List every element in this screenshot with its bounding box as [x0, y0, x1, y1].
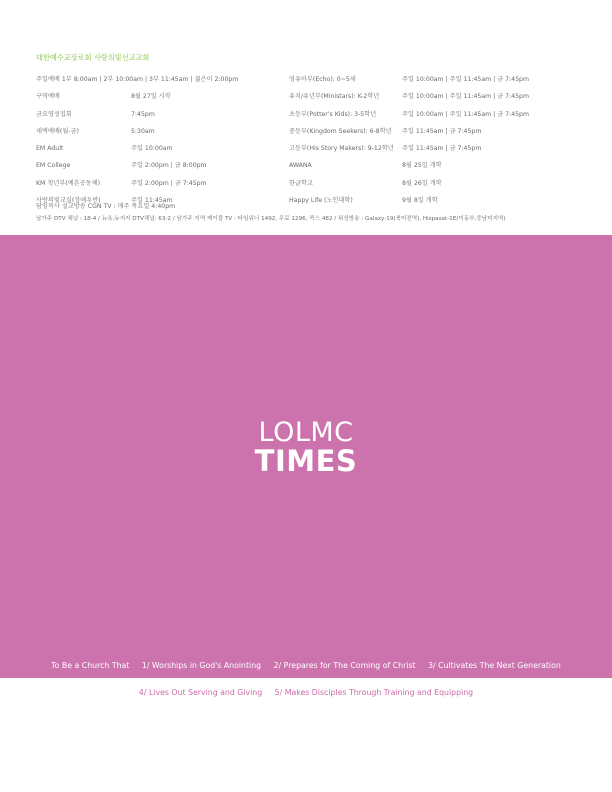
schedule-section	[0, 0, 612, 235]
schedule-row	[36, 111, 276, 128]
mission-item-1: 1/ Worships in God's Anointing	[141, 661, 262, 670]
schedule-label: 사랑의빛교실(장애우반)	[36, 197, 101, 205]
schedule-value: 8월 26일 개학	[402, 179, 442, 187]
schedule-label: 한글학교	[289, 179, 313, 187]
schedule-label: 고등부(His Story Makers): 9-12학년	[289, 145, 394, 153]
schedule-row	[36, 180, 276, 197]
church-name: 대한예수교장로회 사랑의빛선교교회	[36, 53, 150, 62]
schedule-label: 초등부(Potter's Kids): 3-5학년	[289, 110, 377, 118]
schedule-value: 주일 2:00pm | 금 8:00pm	[131, 162, 207, 170]
mission-intro: To Be a Church That	[51, 661, 130, 670]
schedule-value: 8월 27일 시작	[131, 93, 171, 101]
schedule-value: 5:30am	[131, 127, 155, 135]
schedule-label: KM 청년부(예흔공동체)	[36, 179, 101, 187]
schedule-value: 주일 11:45am | 금 7:45pm	[402, 145, 482, 153]
right-schedule-list	[289, 76, 589, 214]
schedule-value: 주일 10:00am | 주일 11:45am | 금 7:45pm	[402, 76, 529, 83]
schedule-row	[36, 76, 276, 93]
schedule-row	[36, 128, 276, 145]
schedule-label: 중등부(Kingdom Seekers): 6-8학년	[289, 127, 392, 135]
schedule-row	[36, 162, 276, 179]
schedule-value: 주일 10:00am | 주일 11:45am | 금 7:45pm	[402, 110, 529, 118]
mission-item-5: 5/ Makes Disciples Through Training and Equipping	[274, 688, 474, 697]
schedule-label: AWANA	[289, 162, 312, 170]
schedule-row	[289, 111, 589, 128]
schedule-value: 9월 8일 개학	[402, 197, 438, 205]
schedule-value: 주일 2:00pm | 금 7:45pm	[131, 179, 207, 187]
schedule-row	[36, 93, 276, 110]
schedule-label: Happy Life (노인대학)	[289, 197, 353, 205]
schedule-value: 주일 11:45am	[131, 197, 173, 205]
schedule-label: 유치/유년부(Ministars): K-2학년	[289, 93, 380, 101]
schedule-row	[289, 93, 589, 110]
mission-statement-line2	[0, 688, 612, 697]
left-schedule-list	[36, 76, 276, 214]
schedule-label: EM Adult	[36, 145, 64, 153]
schedule-label: EM College	[36, 162, 71, 170]
schedule-row	[289, 162, 589, 179]
mission-item-3: 3/ Cultivates The Next Generation	[428, 661, 561, 670]
sermon-broadcast: 담임목사 설교방송 CGN TV : 매주 목요일 4:40pm	[36, 203, 176, 210]
schedule-row	[289, 76, 589, 93]
schedule-value: 주일 11:45am | 금 7:45pm	[402, 127, 482, 135]
masthead-title-line1: LOLMC	[258, 417, 354, 448]
schedule-row	[289, 128, 589, 145]
schedule-row	[36, 145, 276, 162]
schedule-value: 7:45pm	[131, 110, 155, 118]
schedule-value: 8월 25일 개학	[402, 162, 442, 170]
schedule-label: 영유아부(Echo): 0~5세	[289, 76, 356, 83]
schedule-value: 주일 10:00am | 주일 11:45am | 금 7:45pm	[402, 93, 529, 101]
mission-item-4: 4/ Lives Out Serving and Giving	[138, 688, 263, 697]
schedule-row	[289, 197, 589, 214]
schedule-row	[289, 145, 589, 162]
tv-channel-info: 남가주 DTV 채널 : 18-4 / 뉴욕,뉴저지 DTV채널: 63-2 / 남가주 지역 케이블 TV : 타임워너 1492, 무료 1296, 콕스 482 / 위성방송 : Galaxy-19(북미전역), Hispasat-1E(미동부,중남미지역)	[36, 216, 506, 222]
schedule-row	[289, 180, 589, 197]
schedule-value: 주일 10:00am	[131, 145, 173, 153]
sunday-service-times: 주일예배 1부 8:00am | 2부 10:00am | 3부 11:45am | 젊은이 2:00pm	[36, 76, 239, 83]
mission-statement-line1	[0, 661, 612, 670]
schedule-label: 새벽예배(월-금)	[36, 127, 79, 135]
mission-item-2: 2/ Prepares for The Coming of Christ	[273, 661, 416, 670]
masthead-title-line2: TIMES	[254, 444, 358, 478]
schedule-label: 구역예배	[36, 93, 60, 101]
schedule-label: 금요영성집회	[36, 110, 72, 118]
